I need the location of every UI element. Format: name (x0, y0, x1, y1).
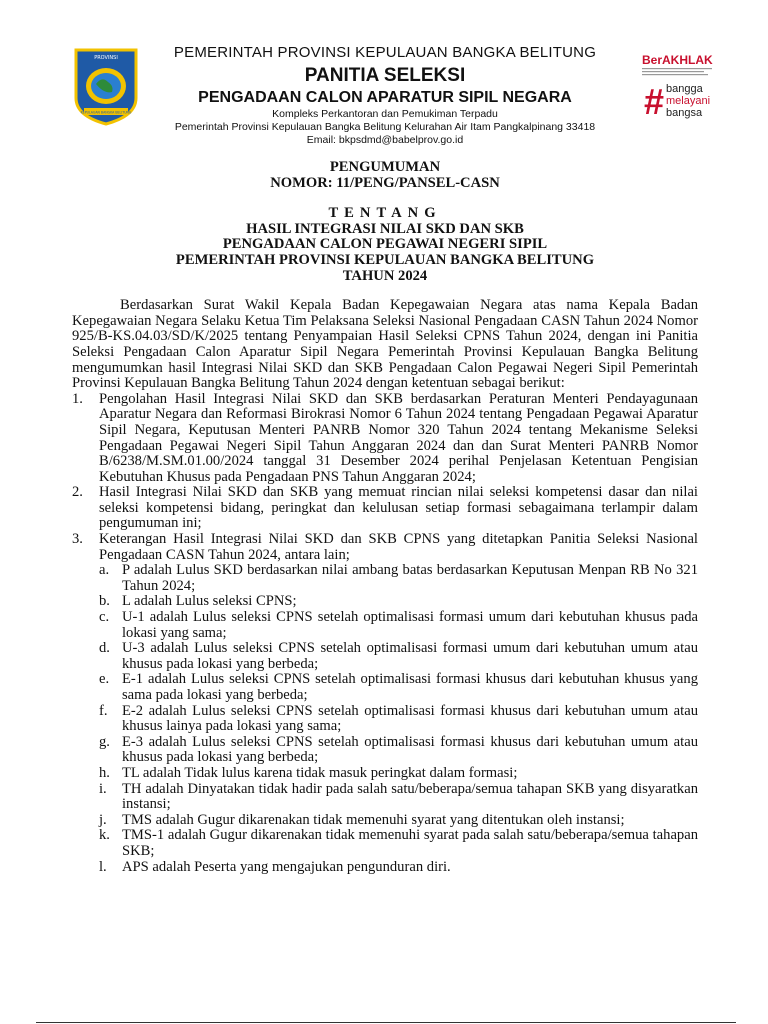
sub-item-letter: i. (99, 780, 107, 797)
sub-item-letter: l. (99, 858, 107, 875)
gov-name: PEMERINTAH PROVINSI KEPULAUAN BANGKA BELITUNG (173, 44, 597, 61)
sub-item-text: TMS adalah Gugur dikarenakan tidak memenuhi syarat yang ditentukan oleh instansi; (122, 811, 625, 828)
list-item (72, 485, 698, 532)
berakhlak-text: BerAKHLAK (642, 53, 713, 67)
sub-item-text: E-3 adalah Lulus seleksi CPNS setelah optimalisasi formasi khusus dari kebutuhan umum atau khusus pada lokasi yang berbeda; (122, 733, 698, 766)
intro-paragraph: Berdasarkan Surat Wakil Kepala Badan Kepegawaian Negara atas nama Kepala Badan Kepegawaian Negara Selaku Ketua Tim Pelaksana Seleksi Nasional Pengadaan CASN Tahun 2024 Nomor 925/B-KS.04.03/SD/K/2025 tentang Penyampaian Hasil Seleksi CPNS Tahun 2024, dengan ini Panitia Seleksi Pengadaan Calon Aparatur Sipil Negara Pemerintah Provinsi Kepulauan Bangka Belitung mengumumkan hasil Integrasi Nilai SKD dan SKB Pengadaan Calon Pegawai Negeri Sipil Pemerintah Provinsi Kepulauan Bangka Belitung Tahun 2024 dengan ketentuan sebagai berikut: (72, 297, 698, 392)
item-number: 1. (72, 390, 83, 407)
address-line-2: Pemerintah Provinsi Kepulauan Bangka Belitung Kelurahan Air Itam Pangkalpinang 33418 (174, 121, 596, 133)
list-item (99, 704, 698, 735)
letterhead (0, 0, 768, 150)
item-number: 2. (72, 484, 83, 501)
sub-item-text: TH adalah Dinyatakan tidak hadir pada salah satu/beberapa/semua tahapan SKB yang disyaratkan instansi; (122, 780, 698, 813)
sub-item-letter: k. (99, 827, 110, 844)
sub-item-text: E-1 adalah Lulus seleksi CPNS setelah optimalisasi formasi khusus dari kebutuhan khusus yang sama pada lokasi yang berbeda; (122, 671, 698, 703)
list-item (99, 610, 698, 641)
item-text: Pengolahan Hasil Integrasi Nilai SKD dan SKB berdasarkan Peraturan Menteri Pendayagunaan Aparatur Negara dan Reformasi Birokrasi Nomor 6 Tahun 2024 tentang Pengadaan Pegawai Aparatur Sipil Negara, Keputusan Menteri PANRB Nomor 320 Tahun 2024 tentang Mekanisme Seleksi Pengadaan Pegawai Negeri Sipil Tahun Anggaran 2024 dan dan Surat Menteri PANRB Nomor B/6238/M.SM.01.00/2024 tanggal 31 Desember 2024 perihal Penjelasan Ketentuan Pengisian Kebutuhan Khusus pada Pengadaan PNS Tahun Anggaran 2024; (99, 390, 698, 485)
list-item (99, 735, 698, 766)
sub-item-letter: c. (99, 609, 110, 626)
subject-line-1: HASIL INTEGRASI NILAI SKD DAN SKB (246, 220, 524, 237)
sub-item-text: E-2 adalah Lulus seleksi CPNS setelah optimalisasi formasi khusus dari kebutuhan umum atau khusus lainya pada lokasi yang sama; (122, 702, 698, 735)
sub-item-letter: e. (99, 671, 110, 688)
procurement-name: PENGADAAN CALON APARATUR SIPIL NEGARA (198, 89, 572, 106)
list-item (99, 563, 698, 594)
sub-item-letter: h. (99, 764, 110, 781)
list-item (99, 766, 698, 782)
nomor-heading: NOMOR: 11/PENG/PANSEL-CASN (270, 174, 500, 191)
committee-name: PANITIA SELEKSI (304, 65, 466, 86)
list-item (99, 813, 698, 829)
footer-divider (36, 1022, 736, 1023)
sub-item-text: P adalah Lulus SKD berdasarkan nilai ambang batas berdasarkan Keputusan Menpan RB No 321 Tahun 2024; (122, 562, 698, 594)
bangsa-text: bangsa (666, 107, 703, 119)
subject-line-3: PEMERINTAH PROVINSI KEPULAUAN BANGKA BELITUNG (175, 251, 595, 268)
item-number: 3. (72, 531, 83, 548)
announcement-body (72, 160, 698, 875)
title-block (72, 160, 698, 284)
provisions-list (72, 392, 698, 875)
bangga-melayani-bangsa-logo (644, 80, 744, 120)
svg-text:#: # (644, 81, 665, 120)
list-item (72, 532, 698, 875)
list-item (99, 782, 698, 813)
sub-item-letter: g. (99, 733, 110, 750)
list-item (72, 392, 698, 486)
emblem-top-text: PROVINSI (94, 55, 118, 61)
sub-item-text: APS adalah Peserta yang mengajukan pengunduran diri. (122, 858, 451, 875)
pengumuman-heading: PENGUMUMAN (329, 159, 441, 175)
list-item (99, 641, 698, 672)
subject-line-2: PENGADAAN CALON PEGAWAI NEGERI SIPIL (222, 236, 548, 253)
sub-item-text: TL adalah Tidak lulus karena tidak masuk peringkat dalam formasi; (122, 764, 518, 781)
berakhlak-logo (640, 50, 740, 80)
sub-item-text: L adalah Lulus seleksi CPNS; (122, 593, 297, 610)
list-item (99, 672, 698, 703)
sub-item-text: U-1 adalah Lulus seleksi CPNS setelah optimalisasi formasi umum dari kebutuhan khusus pada lokasi yang sama; (122, 609, 698, 641)
sub-item-letter: d. (99, 640, 110, 657)
melayani-text: melayani (666, 95, 711, 107)
list-item (99, 594, 698, 610)
sub-item-text: TMS-1 adalah Gugur dikarenakan tidak memenuhi syarat pada salah satu/beberapa/semua tahapan SKB; (122, 827, 698, 859)
emblem-ring-text: KEPULAUAN BANGKA BELITUNG (80, 110, 132, 115)
list-item (99, 828, 698, 859)
item-text: Hasil Integrasi Nilai SKD dan SKB yang memuat rincian nilai seleksi kompetensi dasar dan nilai seleksi kompetensi bidang, peringkat dan kelulusan setiap formasi sebagaimana terlampir dalam pengumuman ini; (99, 484, 698, 532)
list-item (99, 860, 698, 876)
sub-item-letter: a. (99, 562, 110, 579)
bangga-text: bangga (666, 83, 703, 95)
sub-item-letter: f. (99, 702, 108, 719)
sub-item-letter: b. (99, 593, 110, 610)
sub-item-letter: j. (99, 811, 107, 828)
letterhead-text (150, 44, 620, 147)
tentang-heading: TENTANG (328, 205, 442, 222)
sub-item-text: U-3 adalah Lulus seleksi CPNS setelah optimalisasi formasi umum dari kebutuhan umum atau khusus pada lokasi yang berbeda; (122, 640, 698, 672)
item-text: Keterangan Hasil Integrasi Nilai SKD dan SKB CPNS yang ditetapkan Panitia Seleksi Nasional Pengadaan CASN Tahun 2024, antara lain; (99, 531, 698, 563)
email-line: Email: bkpsdmd@babelprov.go.id (306, 134, 464, 146)
address-line-1: Kompleks Perkantoran dan Pemukiman Terpadu (272, 108, 498, 120)
subject-line-4: TAHUN 2024 (342, 267, 428, 284)
status-codes-list (99, 563, 698, 875)
province-emblem-icon (70, 46, 142, 126)
